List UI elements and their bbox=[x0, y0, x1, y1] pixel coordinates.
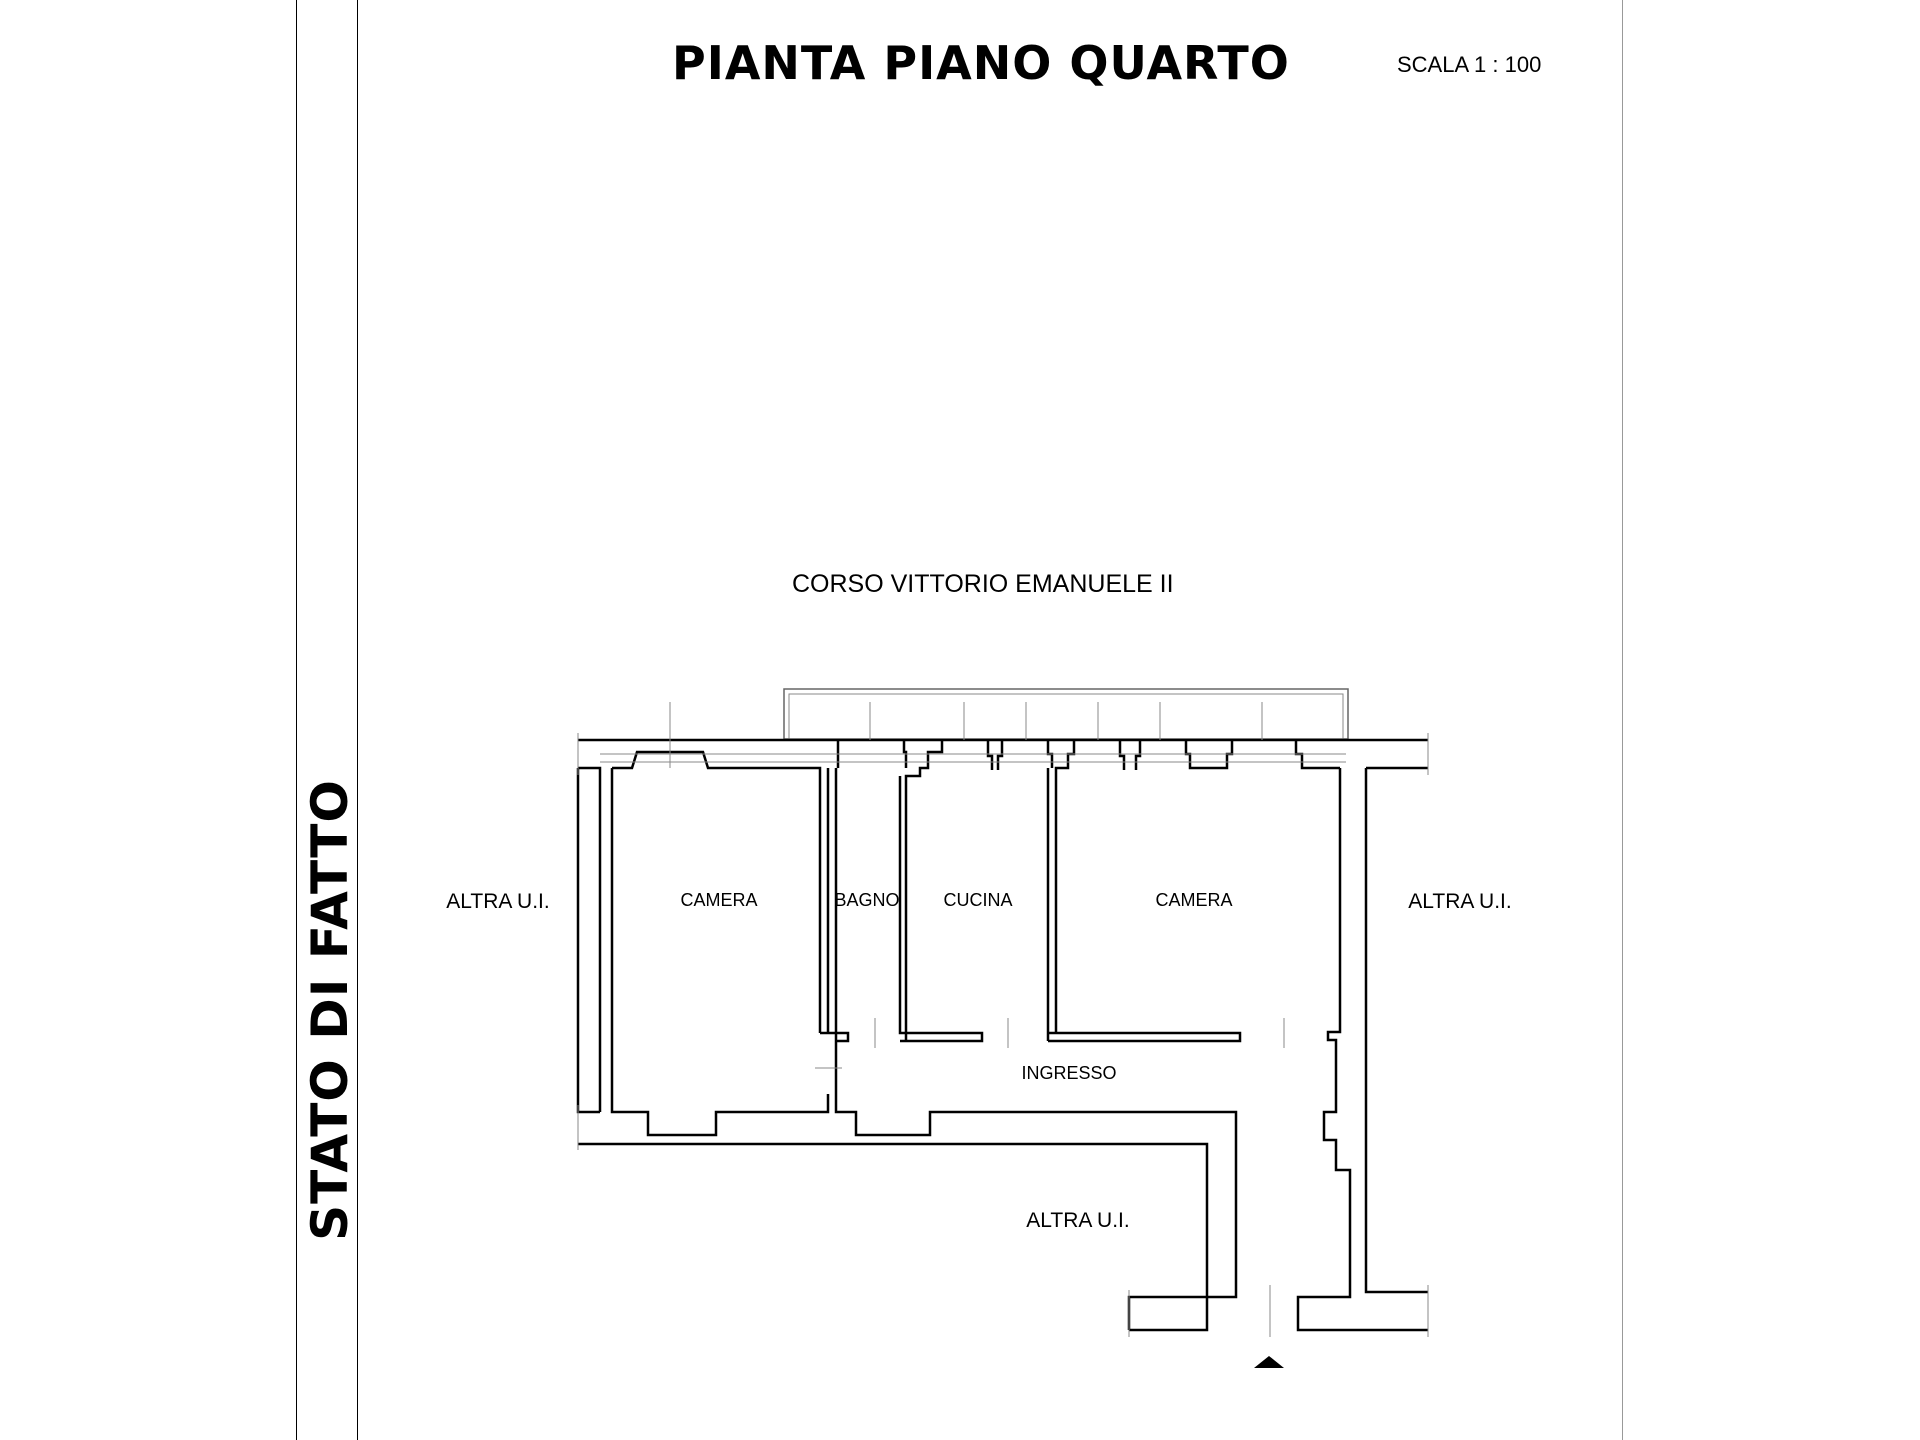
label-altra-ui-right: ALTRA U.I. bbox=[1408, 890, 1512, 913]
room-label-cucina: CUCINA bbox=[943, 890, 1013, 910]
scale-label: SCALA 1 : 100 bbox=[1397, 52, 1542, 77]
side-label: STATO DI FATTO bbox=[301, 779, 359, 1241]
construction-lines bbox=[578, 702, 1428, 1337]
label-altra-ui-left: ALTRA U.I. bbox=[446, 890, 550, 913]
window-piers bbox=[838, 740, 1340, 1033]
entrance-arrow-icon bbox=[1254, 1356, 1284, 1368]
label-altra-ui-bottom: ALTRA U.I. bbox=[1026, 1209, 1130, 1232]
room-label-camera-right: CAMERA bbox=[1155, 890, 1233, 910]
room-label-camera-left: CAMERA bbox=[680, 890, 758, 910]
street-label: CORSO VITTORIO EMANUELE II bbox=[792, 570, 1174, 598]
room-label-bagno: BAGNO bbox=[834, 890, 900, 910]
page-title: PIANTA PIANO QUARTO bbox=[672, 36, 1290, 90]
exit-walls bbox=[1129, 1297, 1207, 1330]
right-outer-wall bbox=[1298, 768, 1428, 1330]
left-outer-wall bbox=[578, 768, 600, 1112]
balcony bbox=[784, 689, 1348, 739]
room-label-ingresso: INGRESSO bbox=[1021, 1063, 1117, 1083]
